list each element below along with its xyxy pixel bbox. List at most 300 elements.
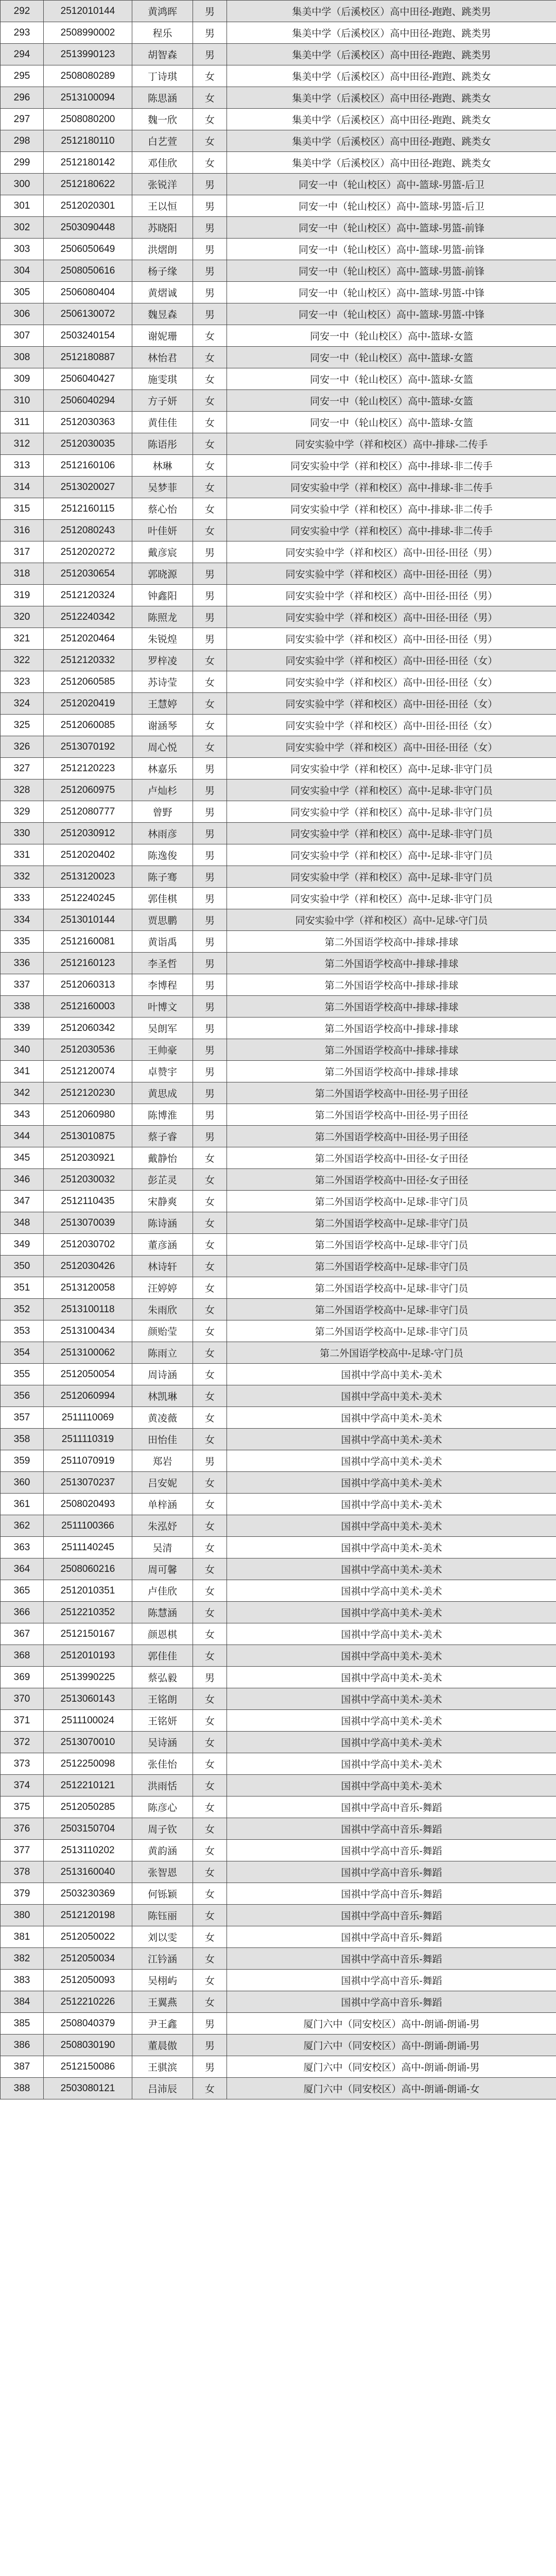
- candidate-id-cell: 2512020419: [44, 693, 132, 715]
- gender-cell: 女: [193, 1320, 227, 1342]
- candidate-id-cell: 2512030912: [44, 823, 132, 844]
- row-number-cell: 384: [1, 1991, 44, 2013]
- table-row: [1, 2035, 556, 2056]
- candidate-id-cell: 2512050285: [44, 1797, 132, 1818]
- gender-cell: 女: [193, 736, 227, 758]
- gender-cell: 男: [193, 801, 227, 823]
- table-row: [1, 2056, 556, 2078]
- row-number-cell: 338: [1, 996, 44, 1018]
- row-number-cell: 316: [1, 520, 44, 541]
- student-name-cell: 单梓涵: [132, 1494, 193, 1515]
- row-number-cell: 378: [1, 1861, 44, 1883]
- table-row: [1, 65, 556, 87]
- program-cell: 同安实验中学（祥和校区）高中-田径-田径（男）: [227, 541, 556, 563]
- table-row: [1, 1580, 556, 1602]
- gender-cell: 女: [193, 520, 227, 541]
- candidate-id-cell: 2511110319: [44, 1429, 132, 1450]
- gender-cell: 女: [193, 1429, 227, 1450]
- row-number-cell: 299: [1, 152, 44, 174]
- candidate-id-cell: 2512030363: [44, 412, 132, 433]
- gender-cell: 男: [193, 888, 227, 909]
- candidate-id-cell: 2512240245: [44, 888, 132, 909]
- table-row: [1, 736, 556, 758]
- row-number-cell: 370: [1, 1688, 44, 1710]
- table-row: [1, 1212, 556, 1234]
- program-cell: 国祺中学高中音乐-舞蹈: [227, 1861, 556, 1883]
- program-cell: 同安一中（轮山校区）高中-篮球-女篮: [227, 347, 556, 368]
- student-name-cell: 郑岩: [132, 1450, 193, 1472]
- candidate-id-cell: 2512180887: [44, 347, 132, 368]
- student-name-cell: 王骐滨: [132, 2056, 193, 2078]
- gender-cell: 女: [193, 1558, 227, 1580]
- row-number-cell: 340: [1, 1039, 44, 1061]
- table-row: [1, 303, 556, 325]
- row-number-cell: 371: [1, 1710, 44, 1732]
- student-name-cell: 魏昱森: [132, 303, 193, 325]
- row-number-cell: 350: [1, 1256, 44, 1277]
- student-name-cell: 苏诗莹: [132, 671, 193, 693]
- row-number-cell: 341: [1, 1061, 44, 1082]
- gender-cell: 女: [193, 1256, 227, 1277]
- gender-cell: 女: [193, 1948, 227, 1970]
- student-name-cell: 卢佳欣: [132, 1580, 193, 1602]
- student-name-cell: 陈慧涵: [132, 1602, 193, 1623]
- candidate-id-cell: 2512060342: [44, 1018, 132, 1039]
- table-row: [1, 520, 556, 541]
- student-name-cell: 林凯琳: [132, 1385, 193, 1407]
- student-name-cell: 林嘉乐: [132, 758, 193, 779]
- program-cell: 同安一中（轮山校区）高中-篮球-男篮-后卫: [227, 174, 556, 195]
- table-row: [1, 931, 556, 953]
- student-name-cell: 陈逸俊: [132, 844, 193, 866]
- gender-cell: 男: [193, 1104, 227, 1126]
- candidate-id-cell: 2512020272: [44, 541, 132, 563]
- candidate-id-cell: 2508080289: [44, 65, 132, 87]
- student-name-cell: 陈照龙: [132, 606, 193, 628]
- candidate-id-cell: 2513060143: [44, 1688, 132, 1710]
- program-cell: 同安一中（轮山校区）高中-篮球-女篮: [227, 412, 556, 433]
- program-cell: 国祺中学高中音乐-舞蹈: [227, 1991, 556, 2013]
- gender-cell: 女: [193, 1602, 227, 1623]
- student-name-cell: 颜恩棋: [132, 1623, 193, 1645]
- table-row: [1, 715, 556, 736]
- gender-cell: 男: [193, 953, 227, 974]
- student-name-cell: 李圣哲: [132, 953, 193, 974]
- program-cell: 同安实验中学（祥和校区）高中-田径-田径（女）: [227, 650, 556, 671]
- row-number-cell: 329: [1, 801, 44, 823]
- row-number-cell: 385: [1, 2013, 44, 2035]
- candidate-id-cell: 2503230369: [44, 1883, 132, 1905]
- candidate-id-cell: 2512160123: [44, 953, 132, 974]
- candidate-id-cell: 2512050022: [44, 1926, 132, 1948]
- row-number-cell: 366: [1, 1602, 44, 1623]
- gender-cell: 男: [193, 174, 227, 195]
- candidate-id-cell: 2513110202: [44, 1840, 132, 1861]
- gender-cell: 女: [193, 2078, 227, 2099]
- row-number-cell: 297: [1, 109, 44, 130]
- table-row: [1, 563, 556, 585]
- program-cell: 同安实验中学（祥和校区）高中-足球-守门员: [227, 909, 556, 931]
- student-name-cell: 洪熠朗: [132, 239, 193, 260]
- program-cell: 国祺中学高中美术-美术: [227, 1753, 556, 1775]
- student-name-cell: 卢灿杉: [132, 779, 193, 801]
- table-row: [1, 1710, 556, 1732]
- student-name-cell: 胡智森: [132, 44, 193, 65]
- gender-cell: 女: [193, 65, 227, 87]
- row-number-cell: 386: [1, 2035, 44, 2056]
- table-row: [1, 1797, 556, 1818]
- row-number-cell: 322: [1, 650, 44, 671]
- program-cell: 第二外国语学校高中-田径-男子田径: [227, 1126, 556, 1147]
- gender-cell: 女: [193, 1515, 227, 1537]
- row-number-cell: 310: [1, 390, 44, 412]
- program-cell: 国祺中学高中音乐-舞蹈: [227, 1905, 556, 1926]
- candidate-id-cell: 2512080777: [44, 801, 132, 823]
- gender-cell: 女: [193, 650, 227, 671]
- student-name-cell: 吴朗军: [132, 1018, 193, 1039]
- row-number-cell: 377: [1, 1840, 44, 1861]
- table-row: [1, 1018, 556, 1039]
- gender-cell: 女: [193, 1775, 227, 1797]
- gender-cell: 女: [193, 1580, 227, 1602]
- student-name-cell: 贾思鹏: [132, 909, 193, 931]
- table-row: [1, 239, 556, 260]
- program-cell: 国祺中学高中音乐-舞蹈: [227, 1970, 556, 1991]
- table-row: [1, 671, 556, 693]
- program-cell: 同安一中（轮山校区）高中-篮球-男篮-前锋: [227, 217, 556, 239]
- program-cell: 国祺中学高中美术-美术: [227, 1710, 556, 1732]
- gender-cell: 男: [193, 996, 227, 1018]
- program-cell: 第二外国语学校高中-排球-排球: [227, 931, 556, 953]
- student-name-cell: 郭佳棋: [132, 888, 193, 909]
- candidate-id-cell: 2508080200: [44, 109, 132, 130]
- program-cell: 同安一中（轮山校区）高中-篮球-男篮-后卫: [227, 195, 556, 217]
- gender-cell: 女: [193, 1364, 227, 1385]
- candidate-id-cell: 2511100024: [44, 1710, 132, 1732]
- program-cell: 同安实验中学（祥和校区）高中-足球-非守门员: [227, 758, 556, 779]
- candidate-id-cell: 2512120223: [44, 758, 132, 779]
- gender-cell: 女: [193, 1212, 227, 1234]
- student-name-cell: 颜贻莹: [132, 1320, 193, 1342]
- row-number-cell: 321: [1, 628, 44, 650]
- table-row: [1, 1602, 556, 1623]
- program-cell: 国祺中学高中美术-美术: [227, 1688, 556, 1710]
- table-row: [1, 260, 556, 282]
- gender-cell: 女: [193, 109, 227, 130]
- row-number-cell: 372: [1, 1732, 44, 1753]
- gender-cell: 男: [193, 1126, 227, 1147]
- row-number-cell: 367: [1, 1623, 44, 1645]
- student-name-cell: 谢妮珊: [132, 325, 193, 347]
- row-number-cell: 327: [1, 758, 44, 779]
- student-name-cell: 蔡弘毅: [132, 1667, 193, 1688]
- program-cell: 同安实验中学（祥和校区）高中-田径-田径（男）: [227, 606, 556, 628]
- table-row: [1, 909, 556, 931]
- student-name-cell: 陈思涵: [132, 87, 193, 109]
- candidate-id-cell: 2508040379: [44, 2013, 132, 2035]
- table-row: [1, 109, 556, 130]
- candidate-id-cell: 2512110435: [44, 1191, 132, 1212]
- gender-cell: 男: [193, 1018, 227, 1039]
- candidate-id-cell: 2512030035: [44, 433, 132, 455]
- table-row: [1, 1320, 556, 1342]
- gender-cell: 女: [193, 1905, 227, 1926]
- program-cell: 第二外国语学校高中-排球-排球: [227, 1061, 556, 1082]
- gender-cell: 女: [193, 1861, 227, 1883]
- candidate-id-cell: 2513020027: [44, 477, 132, 498]
- row-number-cell: 318: [1, 563, 44, 585]
- gender-cell: 男: [193, 866, 227, 888]
- gender-cell: 女: [193, 693, 227, 715]
- table-row: [1, 1299, 556, 1320]
- student-name-cell: 周可馨: [132, 1558, 193, 1580]
- row-number-cell: 357: [1, 1407, 44, 1429]
- student-name-cell: 杨子缘: [132, 260, 193, 282]
- gender-cell: 女: [193, 1688, 227, 1710]
- student-name-cell: 吕沛辰: [132, 2078, 193, 2099]
- candidate-id-cell: 2513120058: [44, 1277, 132, 1299]
- gender-cell: 女: [193, 1797, 227, 1818]
- program-cell: 第二外国语学校高中-排球-排球: [227, 1039, 556, 1061]
- program-cell: 国祺中学高中音乐-舞蹈: [227, 1840, 556, 1861]
- student-name-cell: 黄思成: [132, 1082, 193, 1104]
- table-row: [1, 888, 556, 909]
- table-row: [1, 87, 556, 109]
- program-cell: 集美中学（后溪校区）高中田径-跑跑、跳类女: [227, 87, 556, 109]
- gender-cell: 女: [193, 1818, 227, 1840]
- program-cell: 同安一中（轮山校区）高中-篮球-女篮: [227, 368, 556, 390]
- table-row: [1, 1515, 556, 1537]
- row-number-cell: 301: [1, 195, 44, 217]
- candidate-id-cell: 2513070039: [44, 1212, 132, 1234]
- row-number-cell: 361: [1, 1494, 44, 1515]
- program-cell: 国祺中学高中美术-美术: [227, 1623, 556, 1645]
- candidate-id-cell: 2506080404: [44, 282, 132, 303]
- student-name-cell: 何铄颖: [132, 1883, 193, 1905]
- student-name-cell: 施雯琪: [132, 368, 193, 390]
- table-row: [1, 823, 556, 844]
- student-name-cell: 蔡心怡: [132, 498, 193, 520]
- table-row: [1, 347, 556, 368]
- student-name-cell: 黄韵涵: [132, 1840, 193, 1861]
- candidate-id-cell: 2506040427: [44, 368, 132, 390]
- program-cell: 同安实验中学（祥和校区）高中-足球-非守门员: [227, 888, 556, 909]
- gender-cell: 女: [193, 1732, 227, 1753]
- gender-cell: 男: [193, 239, 227, 260]
- candidate-id-cell: 2512160115: [44, 498, 132, 520]
- row-number-cell: 323: [1, 671, 44, 693]
- student-name-cell: 吕安妮: [132, 1472, 193, 1494]
- student-name-cell: 吴梦菲: [132, 477, 193, 498]
- table-row: [1, 1104, 556, 1126]
- gender-cell: 男: [193, 585, 227, 606]
- table-row: [1, 974, 556, 996]
- row-number-cell: 293: [1, 22, 44, 44]
- row-number-cell: 300: [1, 174, 44, 195]
- row-number-cell: 292: [1, 1, 44, 22]
- gender-cell: 女: [193, 1191, 227, 1212]
- row-number-cell: 313: [1, 455, 44, 477]
- candidate-id-cell: 2512020464: [44, 628, 132, 650]
- candidate-id-cell: 2508030190: [44, 2035, 132, 2056]
- row-number-cell: 335: [1, 931, 44, 953]
- candidate-id-cell: 2513070237: [44, 1472, 132, 1494]
- candidate-id-cell: 2512010144: [44, 1, 132, 22]
- row-number-cell: 365: [1, 1580, 44, 1602]
- program-cell: 同安实验中学（祥和校区）高中-足球-非守门员: [227, 823, 556, 844]
- gender-cell: 女: [193, 715, 227, 736]
- gender-cell: 女: [193, 1169, 227, 1191]
- row-number-cell: 315: [1, 498, 44, 520]
- candidate-id-cell: 2512120074: [44, 1061, 132, 1082]
- gender-cell: 女: [193, 130, 227, 152]
- table-row: [1, 801, 556, 823]
- row-number-cell: 333: [1, 888, 44, 909]
- gender-cell: 男: [193, 823, 227, 844]
- candidate-id-cell: 2512180110: [44, 130, 132, 152]
- student-name-cell: 彭芷灵: [132, 1169, 193, 1191]
- row-number-cell: 336: [1, 953, 44, 974]
- candidate-id-cell: 2512010351: [44, 1580, 132, 1602]
- table-row: [1, 779, 556, 801]
- row-number-cell: 362: [1, 1515, 44, 1537]
- row-number-cell: 382: [1, 1948, 44, 1970]
- table-row: [1, 1732, 556, 1753]
- candidate-id-cell: 2513010875: [44, 1126, 132, 1147]
- table-row: [1, 866, 556, 888]
- gender-cell: 女: [193, 1840, 227, 1861]
- program-cell: 同安一中（轮山校区）高中-篮球-男篮-中锋: [227, 303, 556, 325]
- table-row: [1, 1429, 556, 1450]
- table-row: [1, 541, 556, 563]
- table-row: [1, 2013, 556, 2035]
- table-row: [1, 1840, 556, 1861]
- program-cell: 集美中学（后溪校区）高中田径-跑跑、跳类男: [227, 44, 556, 65]
- student-name-cell: 叶博文: [132, 996, 193, 1018]
- gender-cell: 女: [193, 498, 227, 520]
- gender-cell: 男: [193, 282, 227, 303]
- program-cell: 国祺中学高中音乐-舞蹈: [227, 1797, 556, 1818]
- student-name-cell: 王铭妍: [132, 1710, 193, 1732]
- gender-cell: 女: [193, 1299, 227, 1320]
- program-cell: 第二外国语学校高中-足球-守门员: [227, 1342, 556, 1364]
- program-cell: 同安实验中学（祥和校区）高中-田径-田径（女）: [227, 671, 556, 693]
- program-cell: 第二外国语学校高中-排球-排球: [227, 953, 556, 974]
- program-cell: 国祺中学高中美术-美术: [227, 1407, 556, 1429]
- row-number-cell: 388: [1, 2078, 44, 2099]
- student-name-cell: 吴诗涵: [132, 1732, 193, 1753]
- candidate-id-cell: 2512080243: [44, 520, 132, 541]
- candidate-id-cell: 2512210352: [44, 1602, 132, 1623]
- table-row: [1, 650, 556, 671]
- program-cell: 国祺中学高中音乐-舞蹈: [227, 1926, 556, 1948]
- student-name-cell: 邓佳欣: [132, 152, 193, 174]
- candidate-id-cell: 2512030654: [44, 563, 132, 585]
- candidate-id-cell: 2503240154: [44, 325, 132, 347]
- candidate-id-cell: 2512160003: [44, 996, 132, 1018]
- row-number-cell: 325: [1, 715, 44, 736]
- gender-cell: 男: [193, 44, 227, 65]
- table-row: [1, 282, 556, 303]
- student-name-cell: 林琳: [132, 455, 193, 477]
- gender-cell: 女: [193, 455, 227, 477]
- row-number-cell: 353: [1, 1320, 44, 1342]
- program-cell: 第二外国语学校高中-排球-排球: [227, 1018, 556, 1039]
- candidate-id-cell: 2513100118: [44, 1299, 132, 1320]
- row-number-cell: 317: [1, 541, 44, 563]
- candidate-id-cell: 2512120324: [44, 585, 132, 606]
- program-cell: 同安实验中学（祥和校区）高中-排球-非二传手: [227, 455, 556, 477]
- table-row: [1, 1688, 556, 1710]
- program-cell: 同安实验中学（祥和校区）高中-足球-非守门员: [227, 844, 556, 866]
- gender-cell: 男: [193, 195, 227, 217]
- program-cell: 集美中学（后溪校区）高中田径-跑跑、跳类女: [227, 152, 556, 174]
- program-cell: 第二外国语学校高中-排球-排球: [227, 996, 556, 1018]
- table-row: [1, 1883, 556, 1905]
- gender-cell: 男: [193, 563, 227, 585]
- gender-cell: 女: [193, 1472, 227, 1494]
- table-row: [1, 1537, 556, 1558]
- table-row: [1, 498, 556, 520]
- row-number-cell: 332: [1, 866, 44, 888]
- gender-cell: 男: [193, 909, 227, 931]
- table-row: [1, 1061, 556, 1082]
- program-cell: 集美中学（后溪校区）高中田径-跑跑、跳类女: [227, 130, 556, 152]
- table-row: [1, 844, 556, 866]
- candidate-id-cell: 2511100366: [44, 1515, 132, 1537]
- candidate-id-cell: 2512060085: [44, 715, 132, 736]
- table-row: [1, 1364, 556, 1385]
- table-row: [1, 1256, 556, 1277]
- table-row: [1, 1234, 556, 1256]
- row-number-cell: 309: [1, 368, 44, 390]
- gender-cell: 女: [193, 1970, 227, 1991]
- row-number-cell: 354: [1, 1342, 44, 1364]
- table-row: [1, 1082, 556, 1104]
- row-number-cell: 298: [1, 130, 44, 152]
- student-name-cell: 周心悦: [132, 736, 193, 758]
- row-number-cell: 314: [1, 477, 44, 498]
- gender-cell: 女: [193, 477, 227, 498]
- student-name-cell: 黄佳佳: [132, 412, 193, 433]
- program-cell: 厦门六中（同安校区）高中-朗诵-朗诵-男: [227, 2056, 556, 2078]
- program-cell: 同安实验中学（祥和校区）高中-排球-非二传手: [227, 498, 556, 520]
- table-row: [1, 390, 556, 412]
- gender-cell: 女: [193, 1342, 227, 1364]
- student-name-cell: 程乐: [132, 22, 193, 44]
- gender-cell: 女: [193, 1710, 227, 1732]
- table-row: [1, 996, 556, 1018]
- row-number-cell: 347: [1, 1191, 44, 1212]
- gender-cell: 男: [193, 217, 227, 239]
- table-row: [1, 195, 556, 217]
- candidate-id-cell: 2513100434: [44, 1320, 132, 1342]
- row-number-cell: 308: [1, 347, 44, 368]
- student-name-cell: 戴彦宸: [132, 541, 193, 563]
- row-number-cell: 375: [1, 1797, 44, 1818]
- program-cell: 国祺中学高中美术-美术: [227, 1645, 556, 1667]
- student-name-cell: 曾野: [132, 801, 193, 823]
- candidate-id-cell: 2512180142: [44, 152, 132, 174]
- program-cell: 国祺中学高中美术-美术: [227, 1429, 556, 1450]
- gender-cell: 男: [193, 1082, 227, 1104]
- student-name-cell: 罗梓凌: [132, 650, 193, 671]
- student-name-cell: 方子妍: [132, 390, 193, 412]
- gender-cell: 男: [193, 606, 227, 628]
- table-row: [1, 1861, 556, 1883]
- candidate-id-cell: 2512050093: [44, 1970, 132, 1991]
- table-row: [1, 1, 556, 22]
